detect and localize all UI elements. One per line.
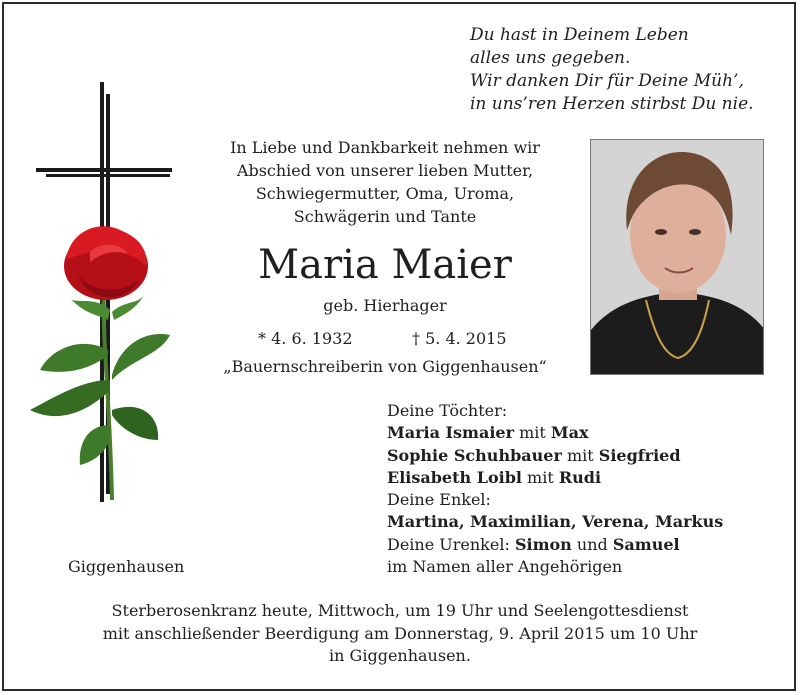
service-line: in Giggenhausen. [329,646,471,665]
great-grandchild-name: Simon [514,534,572,554]
daughter-name: Elisabeth Loibl [387,467,522,487]
service-line: Sterberosenkranz heute, Mittwoch, um 19 Uhr und Seelengottesdienst [111,601,689,620]
partner-name: Rudi [558,467,602,487]
portrait-image [591,140,764,375]
birth-date: * 4. 6. 1932 [258,329,353,348]
poem-line: alles uns gegeben. [470,48,631,68]
daughter-name: Maria Ismaier [387,423,514,443]
intro-line: Schwägerin und Tante [293,207,477,226]
joiner: mit [521,467,559,487]
birth-name: geb. Hierhager [323,296,447,315]
joiner: mit [514,423,551,443]
poem [470,24,780,116]
family-member-row [387,445,787,467]
joiner: und [571,534,613,554]
great-grandchildren-row [387,534,787,556]
poem-line: Du hast in Deinem Leben [470,25,689,45]
grandchildren-label: Deine Enkel: [387,490,491,510]
family-member-row [387,422,787,444]
intro-line: In Liebe und Dankbarkeit nehmen wir [230,138,540,157]
poem-line: in uns’ren Herzen stirbst Du nie. [470,94,754,114]
great-grandchild-name: Samuel [612,534,680,554]
great-grandchildren-label: Deine Urenkel: [387,534,515,554]
grandchildren-list: Martina, Maximilian, Verena, Markus [387,512,724,532]
intro-line: Abschied von unserer lieben Mutter, [236,161,534,180]
poem-line: Wir danken Dir für Deine Müh’, [470,71,744,91]
intro-text [185,136,585,228]
intro-line: Schwiegermutter, Oma, Uroma, [255,184,515,203]
grandchildren-names [387,511,787,533]
family-list [387,400,787,578]
closing-line: im Namen aller Angehörigen [387,557,623,577]
daughters-label: Deine Töchter: [387,401,508,420]
place-name: Giggenhausen [68,557,185,576]
deceased-name: Maria Maier [258,242,512,288]
cross-with-rose-image [20,80,190,510]
partner-name: Siegfried [598,445,681,465]
death-date: † 5. 4. 2015 [412,329,507,348]
portrait-photo [590,139,764,375]
service-line: mit anschließender Beerdigung am Donnerstag, 9. April 2015 um 10 Uhr [102,623,698,643]
family-member-row [387,467,787,489]
partner-name: Max [550,423,589,443]
daughter-name: Sophie Schuhbauer [387,445,562,465]
joiner: mit [561,445,599,465]
service-info [30,600,770,668]
nickname: „Bauernschreiberin von Giggenhausen“ [223,357,547,376]
